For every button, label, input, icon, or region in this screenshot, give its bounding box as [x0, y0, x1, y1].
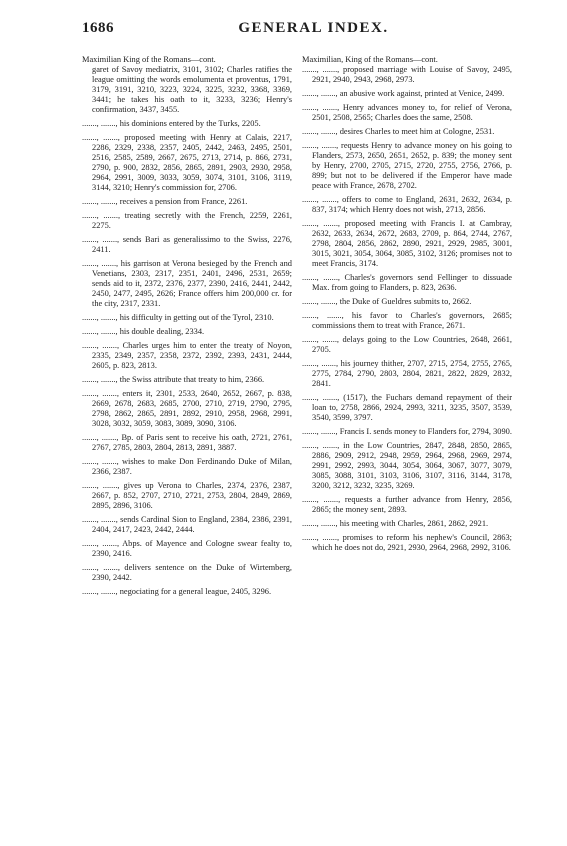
index-entry: ......., ......., his favor to Charles's governors, 2685; commissions them to treat with France, 2671. — [302, 311, 512, 330]
index-entry: ......., ......., his garrison at Verona besieged by the French and Venetians, 2303, 2317, 2351, 2401, 2496, 2531, 2659; sends aid to it, 2372, 2376, 2377, 2390, 2416, 2441, 2442, 2450, 2477, 2495, 2626; France offers him 200,000 cr. for the city, 2317, 2331. — [82, 259, 292, 308]
index-entry: ......., ......., delays going to the Low Countries, 2648, 2661, 2705. — [302, 335, 512, 354]
index-entry: ......., ......., delivers sentence on the Duke of Wirtemberg, 2390, 2442. — [82, 563, 292, 582]
index-entry: ......., ......., promises to reform his nephew's Council, 2863; which he does not do, 2921, 2930, 2964, 2968, 2992, 3106. — [302, 533, 512, 552]
index-entry: ......., ......., Abps. of Mayence and Cologne swear fealty to, 2390, 2416. — [82, 539, 292, 558]
index-entry: ......., ......., treating secretly with the French, 2259, 2261, 2275. — [82, 211, 292, 230]
index-entry: ......., ......., (1517), the Fuchars demand repayment of their loan to, 2758, 2866, 2924, 2993, 3211, 3235, 3507, 3539, 3540, 3599, 3797. — [302, 393, 512, 422]
running-title: GENERAL INDEX. — [238, 20, 389, 36]
index-entry: ......., ......., the Duke of Gueldres submits to, 2662. — [302, 297, 472, 306]
index-entry: ......., ......., proposed meeting with Francis I. at Cambray, 2632, 2633, 2634, 2672, 2683, 2709, p. 864, 2744, 2767, 2798, 2804, 2856, 2862, 2890, 2921, 2929, 2985, 3001, 3015, 3021, 3054, 3064, 3085, 3102, 3126; promises not to meet Francis, 3174. — [302, 219, 512, 268]
index-entry: garet of Savoy mediatrix, 3101, 3102; Charles ratifies the league omitting the words emolumenta et proventus, 1791, 3179, 3191, 3210, 3223, 3224, 3225, 3232, 3368, 3369, 3441; he takes his oath to it, 3233, 3236; Henry's confirmation, 3437, 3455. — [92, 65, 292, 114]
index-entry: ......., ......., wishes to make Don Ferdinando Duke of Milan, 2366, 2387. — [82, 457, 292, 476]
index-entry: ......., ......., Bp. of Paris sent to receive his oath, 2721, 2761, 2767, 2785, 2803, 2804, 2813, 2891, 3887. — [82, 433, 292, 452]
index-entry: ......., ......., offers to come to England, 2631, 2632, 2634, p. 837, 3174; which Henry does not wish, 2713, 2856. — [302, 195, 512, 214]
index-entry: ......., ......., the Swiss attribute that treaty to him, 2366. — [82, 375, 265, 384]
index-entry: ......., ......., requests a further advance from Henry, 2856, 2865; the money sent, 2893. — [302, 495, 512, 514]
page-header — [82, 20, 545, 44]
right-column — [302, 55, 512, 557]
index-entry: ......., ......., his double dealing, 2334. — [82, 327, 205, 336]
index-entry: ......., ......., Henry advances money to, for relief of Verona, 2501, 2508, 2565; Charles does the same, 2508. — [302, 103, 512, 122]
index-entry: ......., ......., proposed marriage with Louise of Savoy, 2495, 2921, 2940, 2943, 2968, 2973. — [302, 65, 512, 84]
index-entry: ......., ......., desires Charles to meet him at Cologne, 2531. — [302, 127, 495, 136]
index-entry: ......., ......., his meeting with Charles, 2861, 2862, 2921. — [302, 519, 489, 528]
index-entry: ......., ......., sends Cardinal Sion to England, 2384, 2386, 2391, 2404, 2417, 2423, 2442, 2444. — [82, 515, 292, 534]
page-number: 1686 — [82, 20, 114, 36]
index-entry: ......., ......., Francis I. sends money to Flanders for, 2794, 3090. — [302, 427, 512, 436]
index-entry: ......., ......., enters it, 2301, 2533, 2640, 2652, 2667, p. 838, 2669, 2678, 2683, 2685, 2700, 2710, 2719, 2790, 2795, 2798, 2862, 2865, 2891, 2892, 2910, 2958, 2968, 2991, 3028, 3032, 3059, 3083, 3089, 3090, 3106. — [82, 389, 292, 428]
index-entry: ......., ......., his difficulty in getting out of the Tyrol, 2310. — [82, 313, 274, 322]
index-entry: ......., ......., negociating for a general league, 2405, 3296. — [82, 587, 272, 596]
index-entry: ......., ......., requests Henry to advance money on his going to Flanders, 2573, 2650, 2651, 2652, p. 839; the money sent by Henry, 2700, 2705, 2715, 2720, 2755, 2756, 2766, p. 899; but not to be delivered if the Emperor have made peace with France, 2678, 2702. — [302, 141, 512, 190]
index-entry: ......., ......., in the Low Countries, 2847, 2848, 2850, 2865, 2886, 2909, 2912, 2948, 2959, 2964, 2968, 2969, 2974, 2991, 2992, 2993, 3044, 3054, 3064, 3067, 3077, 3079, 3085, 3088, 3101, 3103, 3106, 3107, 3116, 3144, 3178, 3200, 3212, 3232, 3235, 3269. — [302, 441, 512, 490]
index-entry: ......., ......., his dominions entered by the Turks, 2205. — [82, 119, 261, 128]
index-entry: ......., ......., his journey thither, 2707, 2715, 2754, 2755, 2765, 2775, 2784, 2790, 2803, 2804, 2821, 2822, 2829, 2832, 2841. — [302, 359, 512, 388]
index-entry: ......., ......., Charles urges him to enter the treaty of Noyon, 2335, 2349, 2357, 2358, 2372, 2392, 2393, 2431, 2444, 2605, p. 823, 2813. — [82, 341, 292, 370]
left-column — [82, 55, 292, 601]
index-entry: ......., ......., receives a pension from France, 2261. — [82, 197, 248, 206]
left-column-heading: Maximilian King of the Romans—cont. — [82, 55, 216, 64]
index-entry: ......., ......., gives up Verona to Charles, 2374, 2376, 2387, 2667, p. 852, 2707, 2710, 2721, 2753, 2804, 2849, 2869, 2895, 2896, 3106. — [82, 481, 292, 510]
index-entry: ......., ......., sends Bari as generalissimo to the Swiss, 2276, 2411. — [82, 235, 292, 254]
index-entry: ......., ......., Charles's governors send Fellinger to dissuade Max. from going to Flanders, p. 823, 2636. — [302, 273, 512, 292]
index-entry: ......., ......., an abusive work against, printed at Venice, 2499. — [302, 89, 505, 98]
index-entry: ......., ......., proposed meeting with Henry at Calais, 2217, 2286, 2329, 2338, 2357, 2405, 2442, 2463, 2495, 2501, 2516, 2585, 2589, 2667, 2675, 2713, 2714, p. 866, 2731, 2790, p. 900, 2832, 2856, 2865, 2891, 2903, 2930, 2958, 2964, 2991, 3009, 3033, 3059, 3074, 3101, 3106, 3119, 3144, 3210; Henry's commission for, 2706. — [82, 133, 292, 192]
right-column-heading: Maximilian, King of the Romans—cont. — [302, 55, 438, 64]
